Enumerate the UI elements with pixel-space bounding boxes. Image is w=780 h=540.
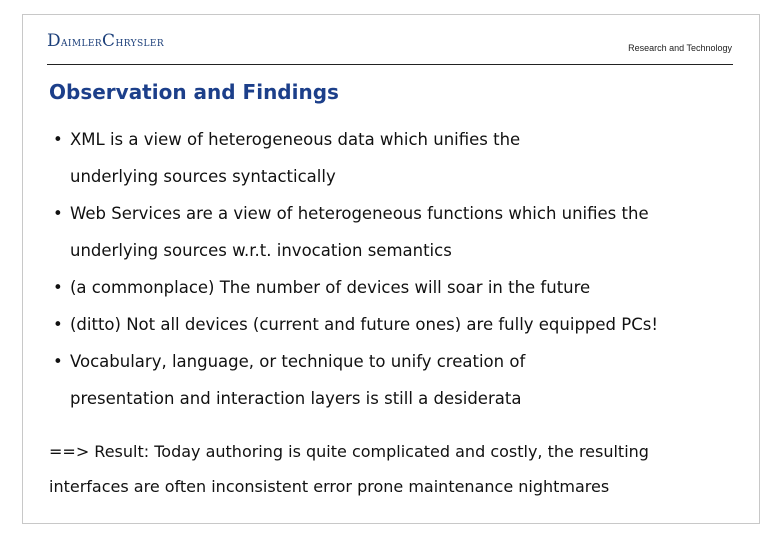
department-label: Research and Technology: [628, 43, 732, 53]
bullet-text-line: underlying sources syntactically: [70, 167, 336, 186]
bullet-icon: •: [53, 315, 63, 334]
bullet-item: [53, 306, 753, 343]
result-text-line: interfaces are often inconsistent error prone maintenance nightmares: [49, 477, 610, 496]
bullet-text-line: XML is a view of heterogeneous data which unifies the: [70, 130, 521, 149]
bullet-item: [53, 121, 753, 195]
bullet-text-line: Vocabulary, language, or technique to unify creation of: [70, 352, 526, 371]
bullet-text-line: (a commonplace) The number of devices will soar in the future: [70, 278, 591, 297]
slide: [22, 14, 760, 524]
bullet-text-line: (ditto) Not all devices (current and future ones) are fully equipped PCs!: [70, 315, 658, 334]
bullet-item: [53, 343, 753, 417]
bullet-text-line: Web Services are a view of heterogeneous functions which unifies the: [70, 204, 649, 223]
bullet-text-line: underlying sources w.r.t. invocation semantics: [70, 241, 452, 260]
result-text-line: ==> Result: Today authoring is quite complicated and costly, the resulting: [49, 442, 649, 461]
bullet-icon: •: [53, 130, 63, 149]
bullet-item: [53, 195, 753, 269]
bullet-icon: •: [53, 352, 63, 371]
bullet-item: [53, 269, 753, 306]
result-statement: [49, 434, 749, 504]
daimlerchrysler-logo: DaimlerChrysler: [47, 31, 165, 51]
header-divider: [47, 64, 733, 65]
bullet-list: [53, 121, 753, 417]
slide-title: Observation and Findings: [49, 80, 339, 104]
bullet-icon: •: [53, 204, 63, 223]
bullet-text-line: presentation and interaction layers is still a desiderata: [70, 389, 522, 408]
bullet-icon: •: [53, 278, 63, 297]
